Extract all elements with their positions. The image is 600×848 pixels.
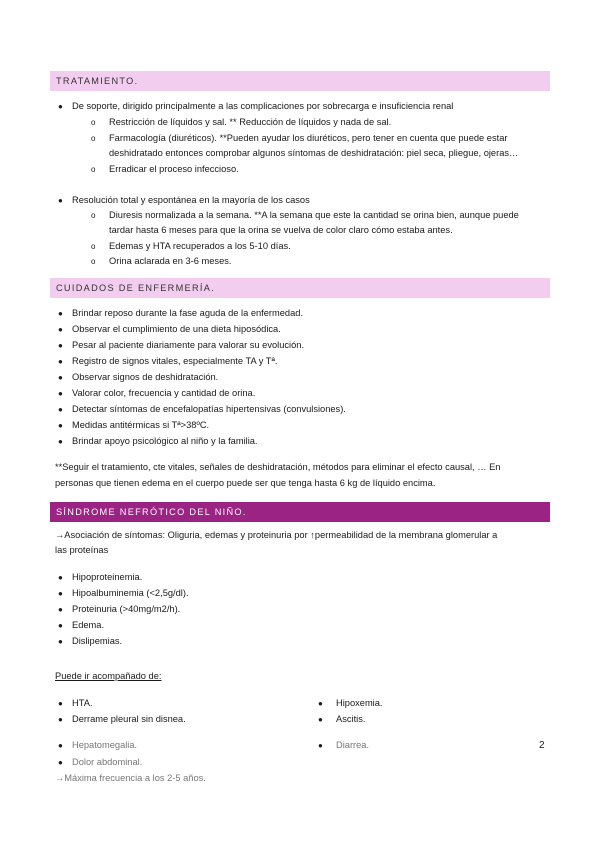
bullet-icon: ● xyxy=(58,437,63,446)
circle-bullet-icon: o xyxy=(91,211,96,220)
subheading: Puede ir acompañado de: xyxy=(55,671,162,681)
list-item: Dislipemias. xyxy=(72,636,123,646)
circle-bullet-icon: o xyxy=(91,257,96,266)
list-item: Proteinuria (>40mg/m2/h). xyxy=(72,604,181,614)
bullet-icon: ● xyxy=(58,309,63,318)
list-item: Brindar apoyo psicológico al niño y la familia. xyxy=(72,436,258,446)
list-item: Edema. xyxy=(72,620,105,630)
bullet-icon: ● xyxy=(318,741,323,750)
list-item: Brindar reposo durante la fase aguda de la enfermedad. xyxy=(72,308,304,318)
bullet-icon: ● xyxy=(58,605,63,614)
circle-bullet-icon: o xyxy=(91,242,96,251)
frequency-note: →Máxima frecuencia a los 2-5 años. xyxy=(55,773,206,783)
bullet-icon: ● xyxy=(318,699,323,708)
note-text: **Seguir el tratamiento, cte vitales, señales de deshidratación, métodos para eliminar el efecto causal, … En xyxy=(55,462,501,472)
circle-bullet-icon: o xyxy=(91,165,96,174)
list-item: Resolución total y espontánea en la mayoría de los casos xyxy=(72,195,310,205)
section-header-nefrotico: SÍNDROME NEFRÓTICO DEL NIÑO. xyxy=(50,502,550,522)
note-text: personas que tienen edema en el cuerpo puede ser que tenga hasta 6 kg de líquido encima. xyxy=(55,478,436,488)
bullet-icon: ● xyxy=(58,699,63,708)
list-item: HTA. xyxy=(72,698,93,708)
bullet-icon: ● xyxy=(58,357,63,366)
sub-list-item-continued: deshidratado entonces comprobar algunos síntomas de deshidratación: piel seca, pliegue, ojeras… xyxy=(109,148,519,158)
bullet-icon: ● xyxy=(58,715,63,724)
bullet-icon: ● xyxy=(58,421,63,430)
list-item: Observar el cumplimiento de una dieta hiposódica. xyxy=(72,324,281,334)
list-item: Ascitis. xyxy=(336,714,366,724)
list-item: Pesar al paciente diariamente para valorar su evolución. xyxy=(72,340,305,350)
list-item: De soporte, dirigido principalmente a las complicaciones por sobrecarga e insuficiencia renal xyxy=(72,101,454,111)
bullet-icon: ● xyxy=(58,589,63,598)
sub-list-item-continued: tardar hasta 6 meses para que la orina se vuelva de color claro cómo estaba antes. xyxy=(109,225,453,235)
intro-text: →Asociación de síntomas: Oliguria, edemas y proteinuria por ↑permeabilidad de la membrana glomerular a xyxy=(55,530,498,540)
sub-list-item: Diuresis normalizada a la semana. **A la semana que este la cantidad se orina bien, aunque puede xyxy=(109,210,519,220)
sub-list-item: Restricción de líquidos y sal. ** Reducción de líquidos y nada de sal. xyxy=(109,117,392,127)
list-item: Registro de signos vitales, especialmente TA y Tª. xyxy=(72,356,278,366)
bullet-icon: ● xyxy=(58,196,63,205)
list-item: Dolor abdominal. xyxy=(72,757,143,767)
page-number: 2 xyxy=(539,740,545,751)
section-header-tratamiento: TRATAMIENTO. xyxy=(50,71,550,91)
bullet-icon: ● xyxy=(58,637,63,646)
list-item: Detectar síntomas de encefalopatías hipertensivas (convulsiones). xyxy=(72,404,346,414)
sub-list-item: Edemas y HTA recuperados a los 5-10 días. xyxy=(109,241,291,251)
list-item: Valorar color, frecuencia y cantidad de orina. xyxy=(72,388,256,398)
intro-text: las proteínas xyxy=(55,545,109,555)
bullet-icon: ● xyxy=(58,573,63,582)
bullet-icon: ● xyxy=(58,741,63,750)
list-item: Hipoalbuminemia (<2,5g/dl). xyxy=(72,588,189,598)
bullet-icon: ● xyxy=(58,389,63,398)
bullet-icon: ● xyxy=(318,715,323,724)
list-item: Hipoproteinemia. xyxy=(72,572,143,582)
bullet-icon: ● xyxy=(58,621,63,630)
list-item: Hepatomegalia. xyxy=(72,740,138,750)
bullet-icon: ● xyxy=(58,325,63,334)
list-item: Hipoxemia. xyxy=(336,698,383,708)
bullet-icon: ● xyxy=(58,341,63,350)
sub-list-item: Erradicar el proceso infeccioso. xyxy=(109,164,239,174)
bullet-icon: ● xyxy=(58,758,63,767)
list-item: Observar signos de deshidratación. xyxy=(72,372,219,382)
sub-list-item: Farmacología (diuréticos). **Pueden ayudar los diuréticos, pero tener en cuenta que puede estar xyxy=(109,133,508,143)
list-item: Diarrea. xyxy=(336,740,370,750)
circle-bullet-icon: o xyxy=(91,118,96,127)
list-item: Derrame pleural sin disnea. xyxy=(72,714,186,724)
sub-list-item: Orina aclarada en 3-6 meses. xyxy=(109,256,232,266)
section-header-cuidados: CUIDADOS DE ENFERMERÍA. xyxy=(50,278,550,298)
bullet-icon: ● xyxy=(58,373,63,382)
circle-bullet-icon: o xyxy=(91,134,96,143)
bullet-icon: ● xyxy=(58,102,63,111)
bullet-icon: ● xyxy=(58,405,63,414)
list-item: Medidas antitérmicas si Tª>38ºC. xyxy=(72,420,210,430)
